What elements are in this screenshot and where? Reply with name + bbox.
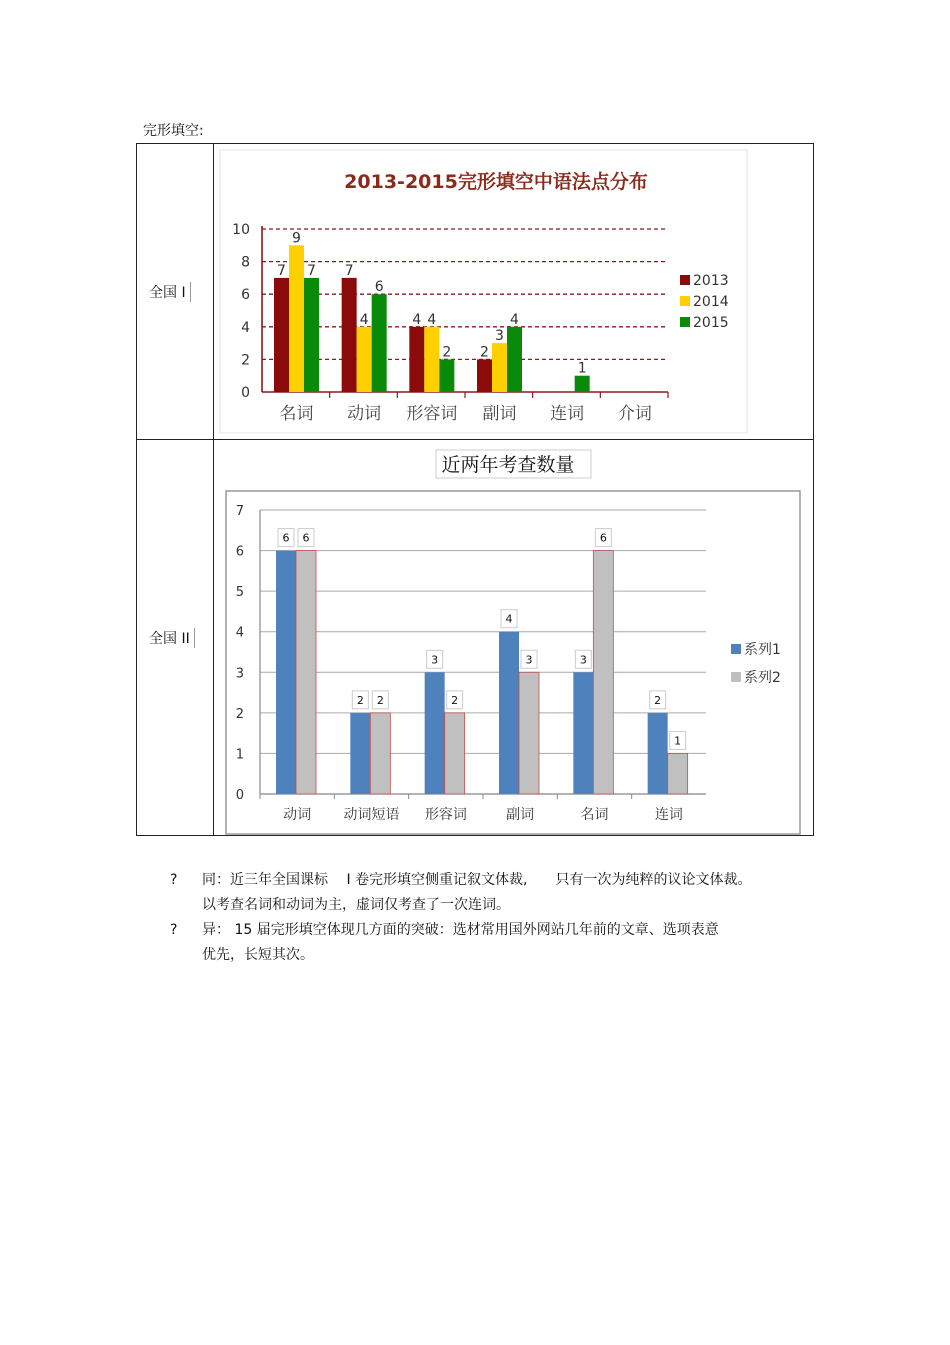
bar-2015 (575, 376, 590, 392)
y-tick-label: 2 (241, 352, 250, 369)
data-label: 4 (427, 311, 437, 328)
y-tick-label: 7 (235, 504, 244, 519)
row-label-cell (137, 144, 214, 440)
data-label: 4 (510, 311, 519, 328)
y-tick-label: 8 (241, 254, 250, 271)
x-tick-label: 名词 (580, 807, 609, 823)
data-label: 4 (359, 311, 369, 328)
note-line: 以考查名词和动词为主，虚词仅考查了一次连词。 (202, 897, 510, 913)
x-tick-label: 名词 (279, 404, 314, 424)
note-line: 异： 15 届完形填空体现几方面的突破：选材常用国外网站几年前的文章、选项表意 (202, 922, 719, 938)
y-tick-label: 0 (235, 788, 244, 803)
bar-2015 (439, 359, 454, 392)
bar-2015 (372, 294, 387, 392)
y-tick-label: 6 (235, 544, 244, 560)
data-label: 2 (376, 693, 384, 707)
y-tick-label: 2 (235, 706, 244, 722)
legend-label: 2014 (693, 294, 729, 310)
legend-label: 2015 (693, 315, 729, 331)
y-tick-label: 5 (235, 585, 244, 601)
comparison-table (136, 143, 814, 836)
data-label: 4 (412, 311, 422, 328)
x-tick-label: 副词 (482, 404, 517, 424)
data-label: 2 (654, 693, 662, 707)
x-tick-label: 副词 (506, 807, 535, 823)
data-label: 3 (579, 653, 587, 667)
y-tick-label: 3 (235, 666, 244, 682)
bar-2014 (289, 245, 304, 392)
x-tick-label: 介词 (617, 404, 652, 424)
bar-系列1 (648, 713, 668, 794)
data-label: 2 (480, 344, 489, 361)
data-label: 9 (292, 230, 301, 247)
row-label: 全国 II (149, 628, 195, 648)
bar-系列1 (350, 713, 370, 794)
data-label: 1 (674, 734, 682, 748)
bar-系列2 (296, 551, 316, 794)
two-year-count-chart (214, 440, 812, 835)
chart-title: 近两年考查数量 (441, 454, 575, 476)
legend-swatch (731, 672, 741, 682)
section-title: 完形填空: (143, 123, 204, 139)
data-label: 6 (374, 279, 384, 296)
x-tick-label: 动词 (347, 404, 382, 424)
bar-2015 (304, 278, 319, 392)
data-label: 6 (599, 531, 607, 545)
legend-label: 系列1 (744, 642, 781, 658)
data-label: 3 (431, 653, 439, 667)
data-label: 4 (505, 612, 513, 626)
data-label: 7 (277, 262, 286, 279)
bar-系列2 (519, 672, 539, 794)
y-tick-label: 4 (235, 625, 244, 641)
bar-系列2 (370, 713, 390, 794)
bar-系列1 (276, 551, 296, 794)
note-item (170, 918, 810, 968)
x-tick-label: 形容词 (424, 807, 467, 823)
bar-系列1 (425, 672, 445, 794)
legend-label: 2013 (693, 273, 729, 289)
data-label: 3 (495, 328, 504, 345)
bar-系列2 (668, 753, 688, 794)
data-label: 1 (577, 360, 587, 377)
chart-cell (214, 440, 814, 836)
data-label: 6 (282, 531, 290, 545)
chart-cell (214, 144, 814, 440)
x-tick-label: 连词 (550, 404, 585, 424)
bar-2013 (342, 278, 357, 392)
row-label: 全国 I (149, 282, 191, 302)
bar-2014 (357, 327, 372, 392)
data-label: 6 (302, 531, 310, 545)
notes (170, 868, 810, 968)
bar-2013 (409, 327, 424, 392)
table-row (137, 144, 814, 440)
table-row (137, 440, 814, 836)
data-label: 2 (451, 693, 459, 707)
bar-2013 (274, 278, 289, 392)
bar-2013 (477, 359, 492, 392)
bar-系列2 (593, 551, 613, 794)
legend-swatch (680, 296, 690, 306)
bar-2014 (424, 327, 439, 392)
x-tick-label: 动词短语 (343, 807, 400, 823)
legend-swatch (680, 275, 690, 285)
data-label: 2 (442, 344, 452, 361)
x-tick-label: 动词 (283, 807, 312, 823)
note-bullet: ? (170, 922, 178, 938)
note-bullet: ? (170, 872, 178, 888)
bar-系列2 (445, 713, 465, 794)
legend-swatch (731, 644, 741, 654)
data-label: 7 (344, 262, 354, 279)
y-tick-label: 6 (241, 287, 250, 304)
x-tick-label: 连词 (654, 807, 683, 823)
data-label: 3 (525, 653, 533, 667)
y-tick-label: 1 (235, 747, 244, 763)
note-item (170, 868, 810, 918)
bar-系列1 (573, 672, 593, 794)
y-tick-label: 0 (241, 385, 250, 401)
x-tick-label: 形容词 (406, 404, 458, 424)
bar-2015 (507, 327, 522, 392)
grammar-distribution-chart (214, 144, 812, 439)
y-tick-label: 4 (241, 319, 250, 336)
legend-swatch (680, 317, 690, 327)
data-label: 7 (307, 262, 316, 279)
bar-2014 (492, 343, 507, 392)
chart-title: 2013-2015完形填空中语法点分布 (344, 171, 648, 193)
bar-系列1 (499, 632, 519, 794)
note-line: 优先，长短其次。 (202, 947, 314, 963)
legend-label: 系列2 (744, 670, 781, 686)
row-label-cell (137, 440, 214, 836)
data-label: 2 (356, 693, 364, 707)
y-tick-label: 10 (232, 222, 250, 238)
note-line: 同：近三年全国课标 I 卷完形填空侧重记叙文体裁, 只有一次为纯粹的议论文体裁。 (202, 872, 752, 888)
